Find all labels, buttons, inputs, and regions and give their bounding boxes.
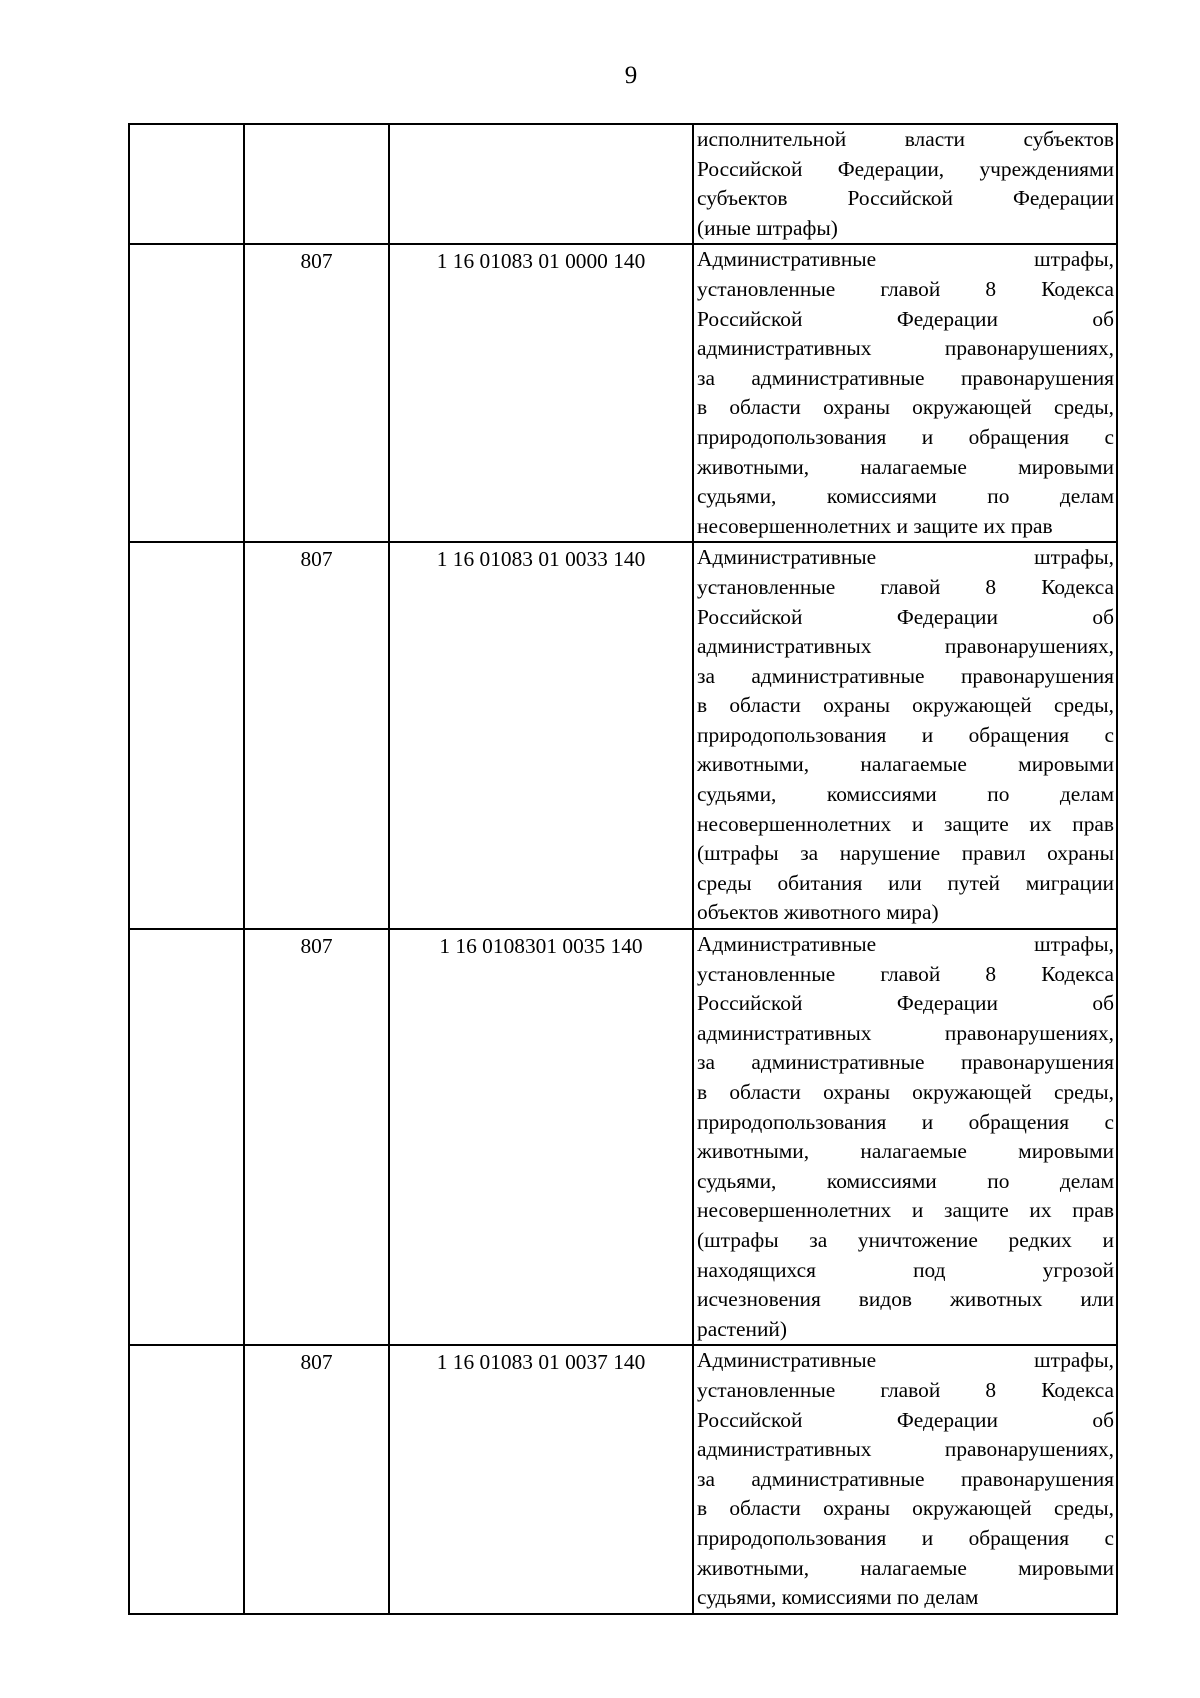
cell-admin-code: 807 <box>244 244 389 542</box>
description-line: животными, налагаемые мировыми <box>697 752 1114 777</box>
description-line: судьями, комиссиями по делам <box>697 782 1114 807</box>
description-line: природопользования и обращения с <box>697 1525 1114 1550</box>
description-line: в области охраны окружающей среды, <box>697 693 1114 718</box>
description-line: несовершеннолетних и защите их прав <box>697 811 1114 836</box>
cell-description <box>693 929 1117 1345</box>
description-line: (иные штрафы) <box>697 215 838 240</box>
description-line: судьями, комиссиями по делам <box>697 1585 979 1610</box>
description-line: природопользования и обращения с <box>697 424 1114 449</box>
description-line: Российской Федерации об <box>697 604 1114 629</box>
description-line: Российской Федерации об <box>697 991 1114 1016</box>
description-line: несовершеннолетних и защите их прав <box>697 1198 1114 1223</box>
cell-budget-code: 1 16 0108301 0035 140 <box>389 929 693 1345</box>
cell-budget-code: 1 16 01083 01 0033 140 <box>389 542 693 929</box>
description-line: за административные правонарушения <box>697 663 1114 688</box>
table-row <box>129 929 1117 1345</box>
description-line: административных правонарушениях, <box>697 634 1114 659</box>
description-line: Административные штрафы, <box>697 247 1114 272</box>
revenue-codes-table <box>128 123 1118 1615</box>
table-body <box>129 124 1117 1614</box>
description-line: установленные главой 8 Кодекса <box>697 1377 1114 1402</box>
cell-description <box>693 244 1117 542</box>
description-line: Российской Федерации, учреждениями <box>697 156 1114 181</box>
description-line: в области охраны окружающей среды, <box>697 1080 1114 1104</box>
description-line: Российской Федерации об <box>697 306 1114 331</box>
cell-empty <box>129 124 244 244</box>
table-row <box>129 124 1117 244</box>
description-line: административных правонарушениях, <box>697 336 1114 361</box>
cell-empty <box>129 929 244 1345</box>
page-number: 9 <box>624 62 638 89</box>
description-line: объектов животного мира) <box>697 900 939 925</box>
description-line: за административные правонарушения <box>697 1050 1114 1075</box>
description-line: животными, налагаемые мировыми <box>697 454 1114 479</box>
description-line: природопользования и обращения с <box>697 722 1114 747</box>
description-line: в области охраны окружающей среды, <box>697 395 1114 420</box>
description-line: исчезновения видов животных или <box>697 1287 1114 1312</box>
cell-admin-code: 807 <box>244 929 389 1345</box>
description-line: судьями, комиссиями по делам <box>697 484 1114 509</box>
description-line: установленные главой 8 Кодекса <box>697 574 1114 599</box>
description-line: за административные правонарушения <box>697 1466 1114 1491</box>
description-line: Российской Федерации об <box>697 1407 1114 1432</box>
description-line: находящихся под угрозой <box>697 1257 1114 1282</box>
cell-admin-code <box>244 124 389 244</box>
table-row <box>129 1345 1117 1613</box>
cell-admin-code: 807 <box>244 1345 389 1613</box>
description-line: несовершеннолетних и защите их прав <box>697 513 1053 538</box>
description-line: административных правонарушениях, <box>697 1020 1114 1045</box>
description-line: (штрафы за нарушение правил охраны <box>697 841 1114 866</box>
table-row <box>129 244 1117 542</box>
description-line: установленные главой 8 Кодекса <box>697 961 1114 986</box>
description-line: среды обитания или путей миграции <box>697 870 1114 895</box>
cell-budget-code: 1 16 01083 01 0000 140 <box>389 244 693 542</box>
description-line: Административные штрафы, <box>697 545 1114 570</box>
description-line: в области охраны окружающей среды, <box>697 1496 1114 1521</box>
cell-admin-code: 807 <box>244 542 389 929</box>
description-line: административных правонарушениях, <box>697 1437 1114 1462</box>
cell-empty <box>129 244 244 542</box>
cell-description <box>693 542 1117 929</box>
cell-description <box>693 1345 1117 1613</box>
description-line: (штрафы за уничтожение редких и <box>697 1227 1114 1252</box>
description-line: животными, налагаемые мировыми <box>697 1555 1114 1580</box>
cell-description <box>693 124 1117 244</box>
description-line: судьями, комиссиями по делам <box>697 1168 1114 1193</box>
cell-empty <box>129 542 244 929</box>
description-line: растений) <box>697 1316 787 1341</box>
description-line: исполнительной власти субъектов <box>697 127 1114 151</box>
description-line: установленные главой 8 Кодекса <box>697 276 1114 301</box>
description-line: субъектов Российской Федерации <box>697 186 1114 211</box>
cell-empty <box>129 1345 244 1613</box>
table-row <box>129 542 1117 929</box>
cell-budget-code: 1 16 01083 01 0037 140 <box>389 1345 693 1613</box>
description-line: Административные штрафы, <box>697 1348 1114 1373</box>
description-line: за административные правонарушения <box>697 365 1114 390</box>
cell-budget-code <box>389 124 693 244</box>
description-line: природопользования и обращения с <box>697 1109 1114 1134</box>
description-line: животными, налагаемые мировыми <box>697 1139 1114 1164</box>
description-line: Административные штрафы, <box>697 932 1114 957</box>
